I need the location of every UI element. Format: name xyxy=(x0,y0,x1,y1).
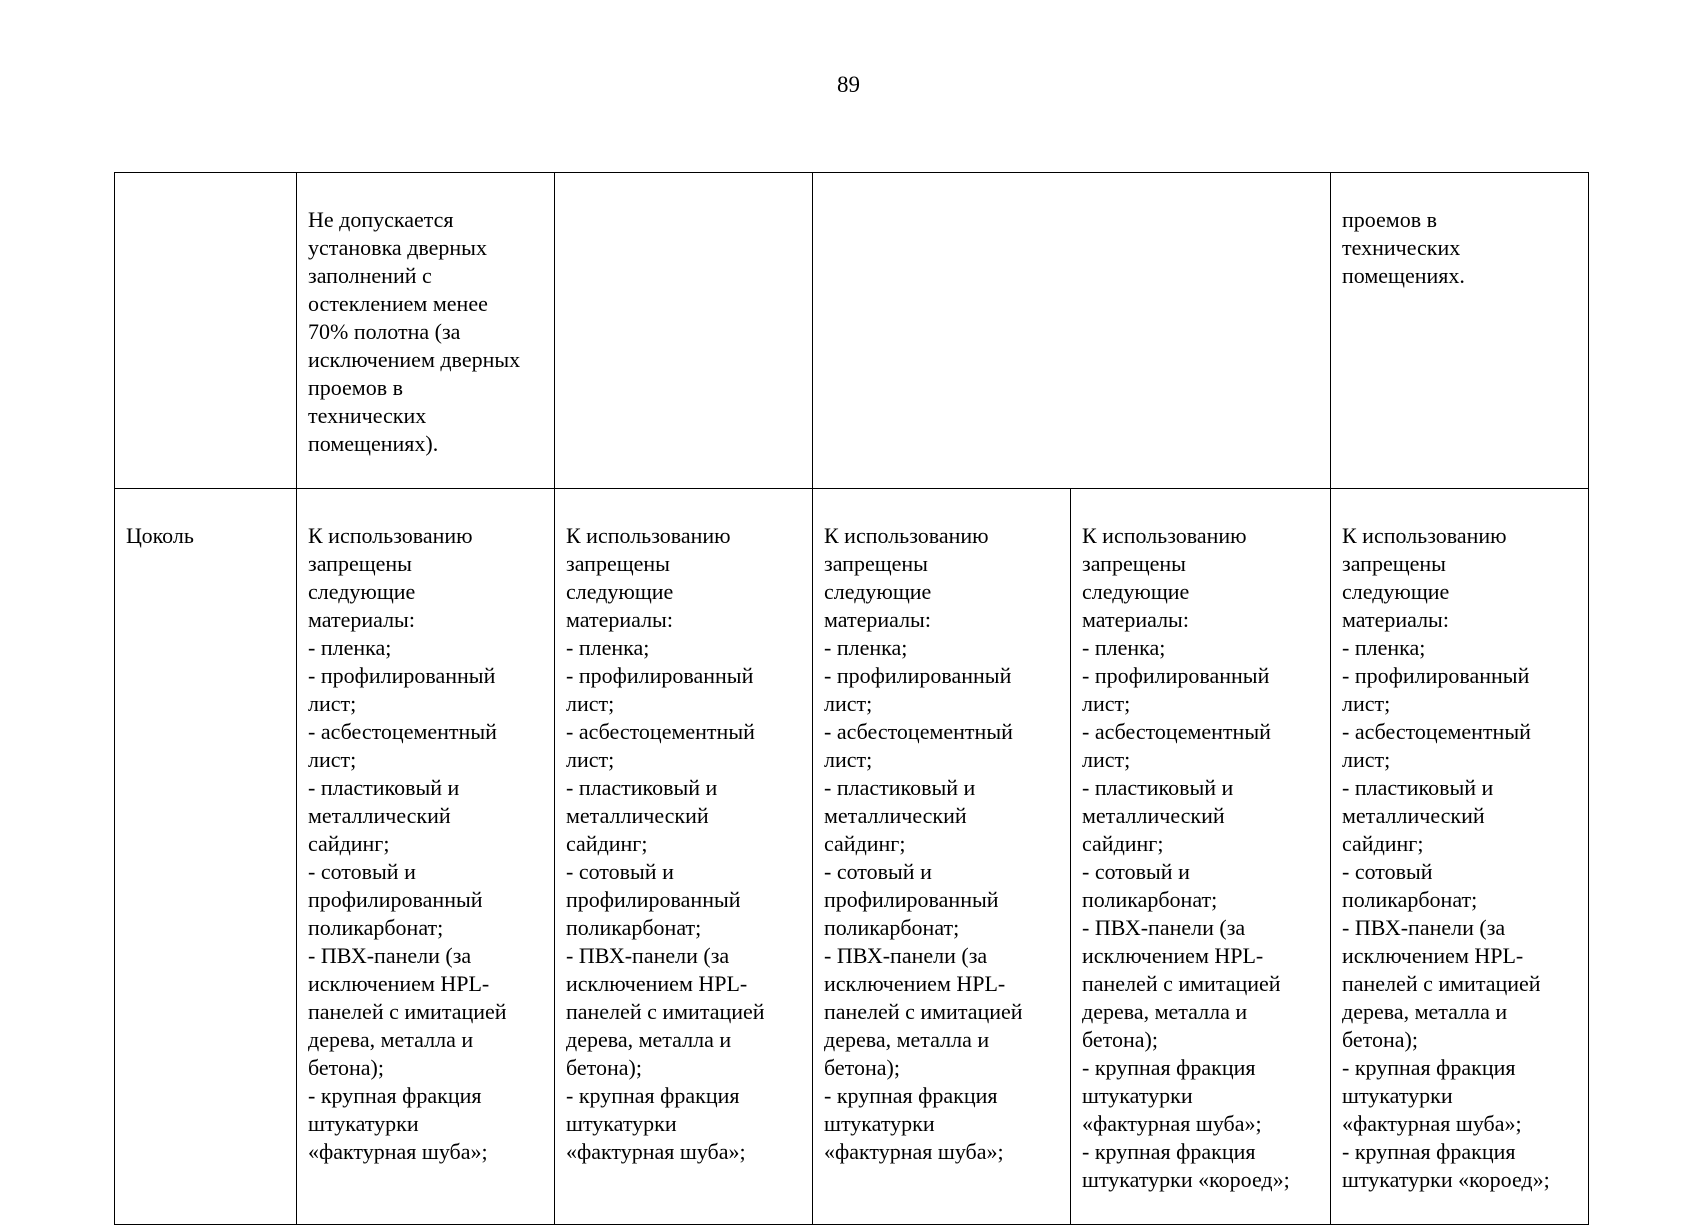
table-cell-col6 xyxy=(1331,173,1589,489)
table-cell-label-empty xyxy=(115,173,297,489)
table-cell-col3 xyxy=(555,489,813,1225)
table-cell-col3 xyxy=(555,173,813,489)
cell-text: К использованию запрещены следующие материалы: - пленка; - профилированный лист; - асбестоцементный лист; - пластиковый и металлический сайдинг; - сотовый и профилированный поликарбонат; - ПВХ-панели (за исключением HPL- панелей с имитацией дерева, металла и бетона); - крупная фракция штукатурки «фактурная шуба»; xyxy=(824,523,1023,1164)
cell-text: Не допускается установка дверных заполнений с остеклением менее 70% полотна (за исключением дверных проемов в технических помещениях). xyxy=(308,207,521,456)
page-number: 89 xyxy=(837,72,860,97)
cell-text: К использованию запрещены следующие материалы: - пленка; - профилированный лист; - асбестоцементный лист; - пластиковый и металлический сайдинг; - сотовый и поликарбонат; - ПВХ-панели (за исключением HPL- панелей с имитацией дерева, металла и бетона); - крупная фракция штукатурки «фактурная шуба»; - крупная фракция штукатурки «короед»; xyxy=(1082,523,1290,1192)
table-row-continuation xyxy=(115,173,1589,489)
table-row-plinth xyxy=(115,489,1589,1225)
table-cell-col5 xyxy=(1071,489,1331,1225)
table-cell-col6 xyxy=(1331,489,1589,1225)
cell-text: К использованию запрещены следующие материалы: - пленка; - профилированный лист; - асбестоцементный лист; - пластиковый и металлический сайдинг; - сотовый и профилированный поликарбонат; - ПВХ-панели (за исключением HPL- панелей с имитацией дерева, металла и бетона); - крупная фракция штукатурки «фактурная шуба»; xyxy=(308,523,507,1164)
table-cell-col2 xyxy=(297,489,555,1225)
requirements-table xyxy=(114,172,1589,1225)
table-cell-col2 xyxy=(297,173,555,489)
cell-text: К использованию запрещены следующие материалы: - пленка; - профилированный лист; - асбестоцементный лист; - пластиковый и металлический сайдинг; - сотовый поликарбонат; - ПВХ-панели (за исключением HPL- панелей с имитацией дерева, металла и бетона); - крупная фракция штукатурки «фактурная шуба»; - крупная фракция штукатурки «короед»; xyxy=(1342,523,1550,1192)
table-cell-col4-5-merged xyxy=(813,173,1331,489)
cell-text: проемов в технических помещениях. xyxy=(1342,207,1465,288)
cell-text: К использованию запрещены следующие материалы: - пленка; - профилированный лист; - асбестоцементный лист; - пластиковый и металлический сайдинг; - сотовый и профилированный поликарбонат; - ПВХ-панели (за исключением HPL- панелей с имитацией дерева, металла и бетона); - крупная фракция штукатурки «фактурная шуба»; xyxy=(566,523,765,1164)
table-cell-row-label xyxy=(115,489,297,1225)
row-label: Цоколь xyxy=(126,523,194,548)
table-cell-col4 xyxy=(813,489,1071,1225)
